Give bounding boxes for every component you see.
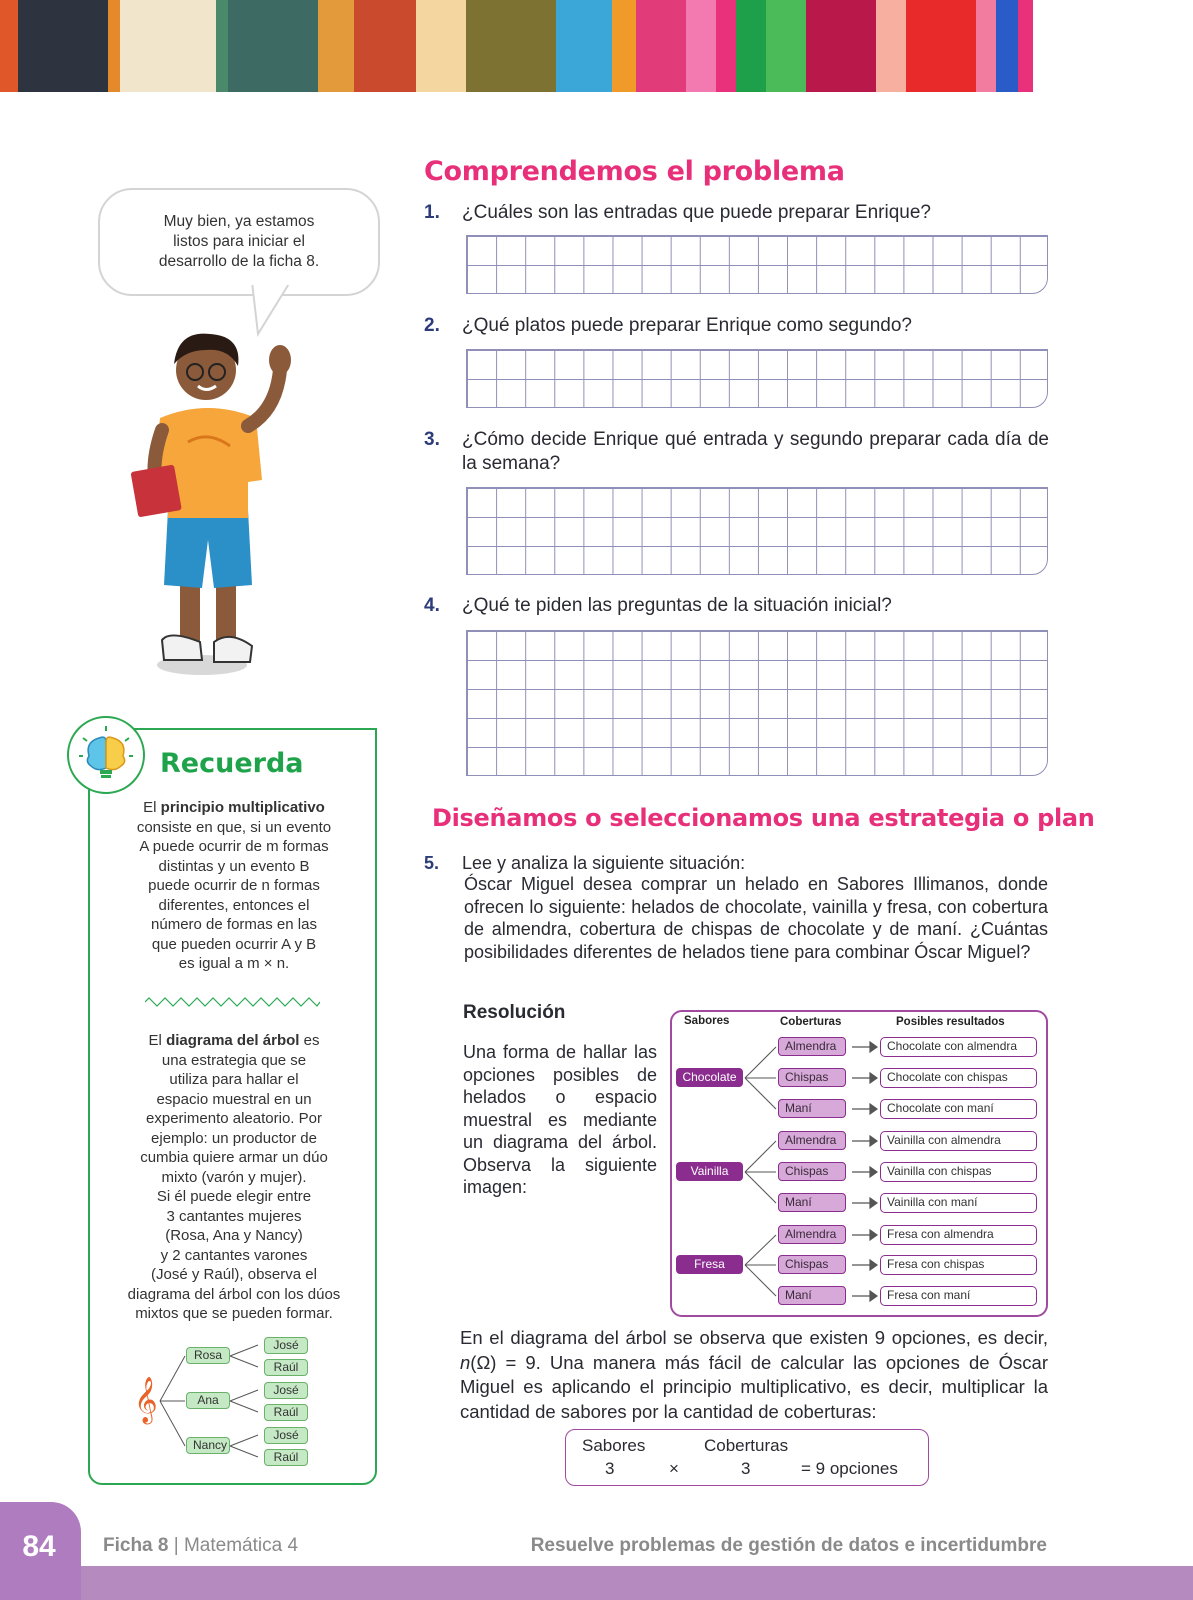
- answer-grid-2[interactable]: [466, 349, 1048, 408]
- result-node: Vainilla con chispas: [880, 1162, 1037, 1182]
- question-text: ¿Qué platos puede preparar Enrique como segundo?: [462, 315, 912, 336]
- tree-node-woman: Nancy: [186, 1437, 230, 1454]
- question-number: 5.: [424, 853, 440, 873]
- formula-label-coberturas: Coberturas: [704, 1436, 789, 1455]
- tree-node-man: Raúl: [264, 1359, 308, 1376]
- boy-waving-illustration: [130, 330, 310, 685]
- recuerda-paragraph-2: El diagrama del árbol es una estrategia que se utiliza para hallar el espacio muestral en un experimento aleatorio. Por ejemplo: un productor de cumbia quiere armar un dúo mixto (varón y mujer). Si él puede elegir entre 3 cantantes mujeres (Rosa, Ana y Nancy) y 2 cantantes varones (José y Raúl), observa el diagrama del árbol con los dúos mixtos que se pueden formar.: [127, 1032, 341, 1322]
- speech-bubble: [98, 188, 380, 296]
- resolucion-text: Una forma de hallar las opciones posibles de helados o espacio muestral es mediante un diagrama del árbol. Observa la siguiente imagen:: [463, 1042, 657, 1197]
- result-node: Vainilla con maní: [880, 1193, 1037, 1213]
- bubble-line: Muy bien, ya estamos: [163, 213, 315, 230]
- formula-result: = 9 opciones: [801, 1459, 898, 1478]
- answer-grid-3[interactable]: [466, 487, 1048, 575]
- flavor-node: Chocolate: [676, 1068, 743, 1087]
- question-number: 2.: [424, 315, 440, 336]
- zigzag-divider: [145, 996, 320, 1008]
- formula-operator: ×: [669, 1459, 679, 1478]
- topping-node: Maní: [778, 1193, 846, 1212]
- tree-node-woman: Rosa: [186, 1347, 230, 1364]
- tree-node-man: José: [264, 1427, 308, 1444]
- topping-node: Maní: [778, 1099, 846, 1118]
- formula-value-b: 3: [741, 1459, 751, 1478]
- topping-node: Almendra: [778, 1131, 846, 1150]
- topping-node: Almendra: [778, 1037, 846, 1056]
- footer-band: [0, 1566, 1193, 1600]
- topping-node: Maní: [778, 1286, 846, 1305]
- treble-clef-icon: 𝄞: [134, 1377, 158, 1423]
- question-number: 3.: [424, 429, 440, 450]
- tree-node-man: José: [264, 1337, 308, 1354]
- question-number: 4.: [424, 595, 440, 616]
- section-title-disenamos: Diseñamos o seleccionamos una estrategia o plan: [432, 804, 1095, 832]
- brain-lightbulb-icon: [67, 716, 145, 794]
- section-title-comprendemos: Comprendemos el problema: [424, 156, 845, 187]
- question-text: ¿Qué te piden las preguntas de la situación inicial?: [462, 595, 892, 616]
- bubble-line: desarrollo de la ficha 8.: [158, 253, 320, 270]
- result-node: Fresa con maní: [880, 1286, 1037, 1306]
- footer-competency: Resuelve problemas de gestión de datos e incertidumbre: [530, 1535, 1047, 1556]
- tree-node-man: Raúl: [264, 1404, 308, 1421]
- result-node: Fresa con almendra: [880, 1225, 1037, 1245]
- result-node: Fresa con chispas: [880, 1255, 1037, 1275]
- tree-header-coberturas: Coberturas: [780, 1016, 842, 1028]
- term-principio-multiplicativo: principio multiplicativo: [160, 799, 325, 816]
- term-diagrama-del-arbol: diagrama del árbol: [166, 1032, 300, 1049]
- topping-node: Chispas: [778, 1255, 846, 1274]
- formula-value-a: 3: [605, 1459, 615, 1478]
- formula-box: [565, 1429, 929, 1486]
- footer-ficha: Ficha 8 | Matemática 4: [103, 1535, 299, 1556]
- tree-node-man: José: [264, 1382, 308, 1399]
- answer-grid-1[interactable]: [466, 235, 1048, 294]
- situation-text: Óscar Miguel desea comprar un helado en Sabores Illimanos, donde ofrecen lo siguiente: helados de chocolate, vainilla y fresa, con cobertura de almendra, cobertura de chispas de chocolate y de maní. ¿Cuántas posibilidades diferentes de helados tiene para combinar Óscar Miguel?: [464, 874, 1048, 962]
- topping-node: Chispas: [778, 1162, 846, 1181]
- topping-node: Chispas: [778, 1068, 846, 1087]
- question-number: 1.: [424, 202, 440, 223]
- tree-node-woman: Ana: [186, 1392, 230, 1409]
- question-text: ¿Cómo decide Enrique qué entrada y segundo preparar cada día de la semana?: [462, 429, 1049, 474]
- page-number: 84: [22, 1530, 56, 1563]
- flavor-node: Fresa: [676, 1255, 743, 1274]
- question-text: ¿Cuáles son las entradas que puede preparar Enrique?: [462, 202, 931, 223]
- bubble-line: listos para iniciar el: [173, 233, 305, 250]
- formula-label-sabores: Sabores: [582, 1436, 646, 1455]
- tree-header-resultados: Posibles resultados: [896, 1016, 1005, 1028]
- recuerda-title: Recuerda: [160, 748, 304, 779]
- result-node: Chocolate con chispas: [880, 1068, 1037, 1088]
- question-text: Lee y analiza la siguiente situación:: [462, 853, 746, 873]
- result-node: Chocolate con almendra: [880, 1037, 1037, 1057]
- answer-grid-4[interactable]: [466, 630, 1048, 776]
- tree-header-sabores: Sabores: [684, 1015, 730, 1027]
- conclusion-text: En el diagrama del árbol se observa que existen 9 opciones, es decir, n(Ω) = 9. Una manera más fácil de calcular las opciones de Óscar Miguel es aplicando el principio multiplicativo, es decir, multiplicar la cantidad de sabores por la cantidad de coberturas:: [460, 1327, 1048, 1422]
- topping-node: Almendra: [778, 1225, 846, 1244]
- result-node: Chocolate con maní: [880, 1099, 1037, 1119]
- flavor-node: Vainilla: [676, 1162, 743, 1181]
- tree-node-man: Raúl: [264, 1449, 308, 1466]
- result-node: Vainilla con almendra: [880, 1131, 1037, 1151]
- resolucion-title: Resolución: [463, 1002, 566, 1023]
- recuerda-paragraph-1: El principio multiplicativo consiste en que, si un evento A puede ocurrir de m formas distintas y un evento B puede ocurrir de n formas diferentes, entonces el número de formas en las que pueden ocurrir A y B es igual a m × n.: [136, 799, 332, 972]
- decorative-woven-band: [0, 0, 1193, 92]
